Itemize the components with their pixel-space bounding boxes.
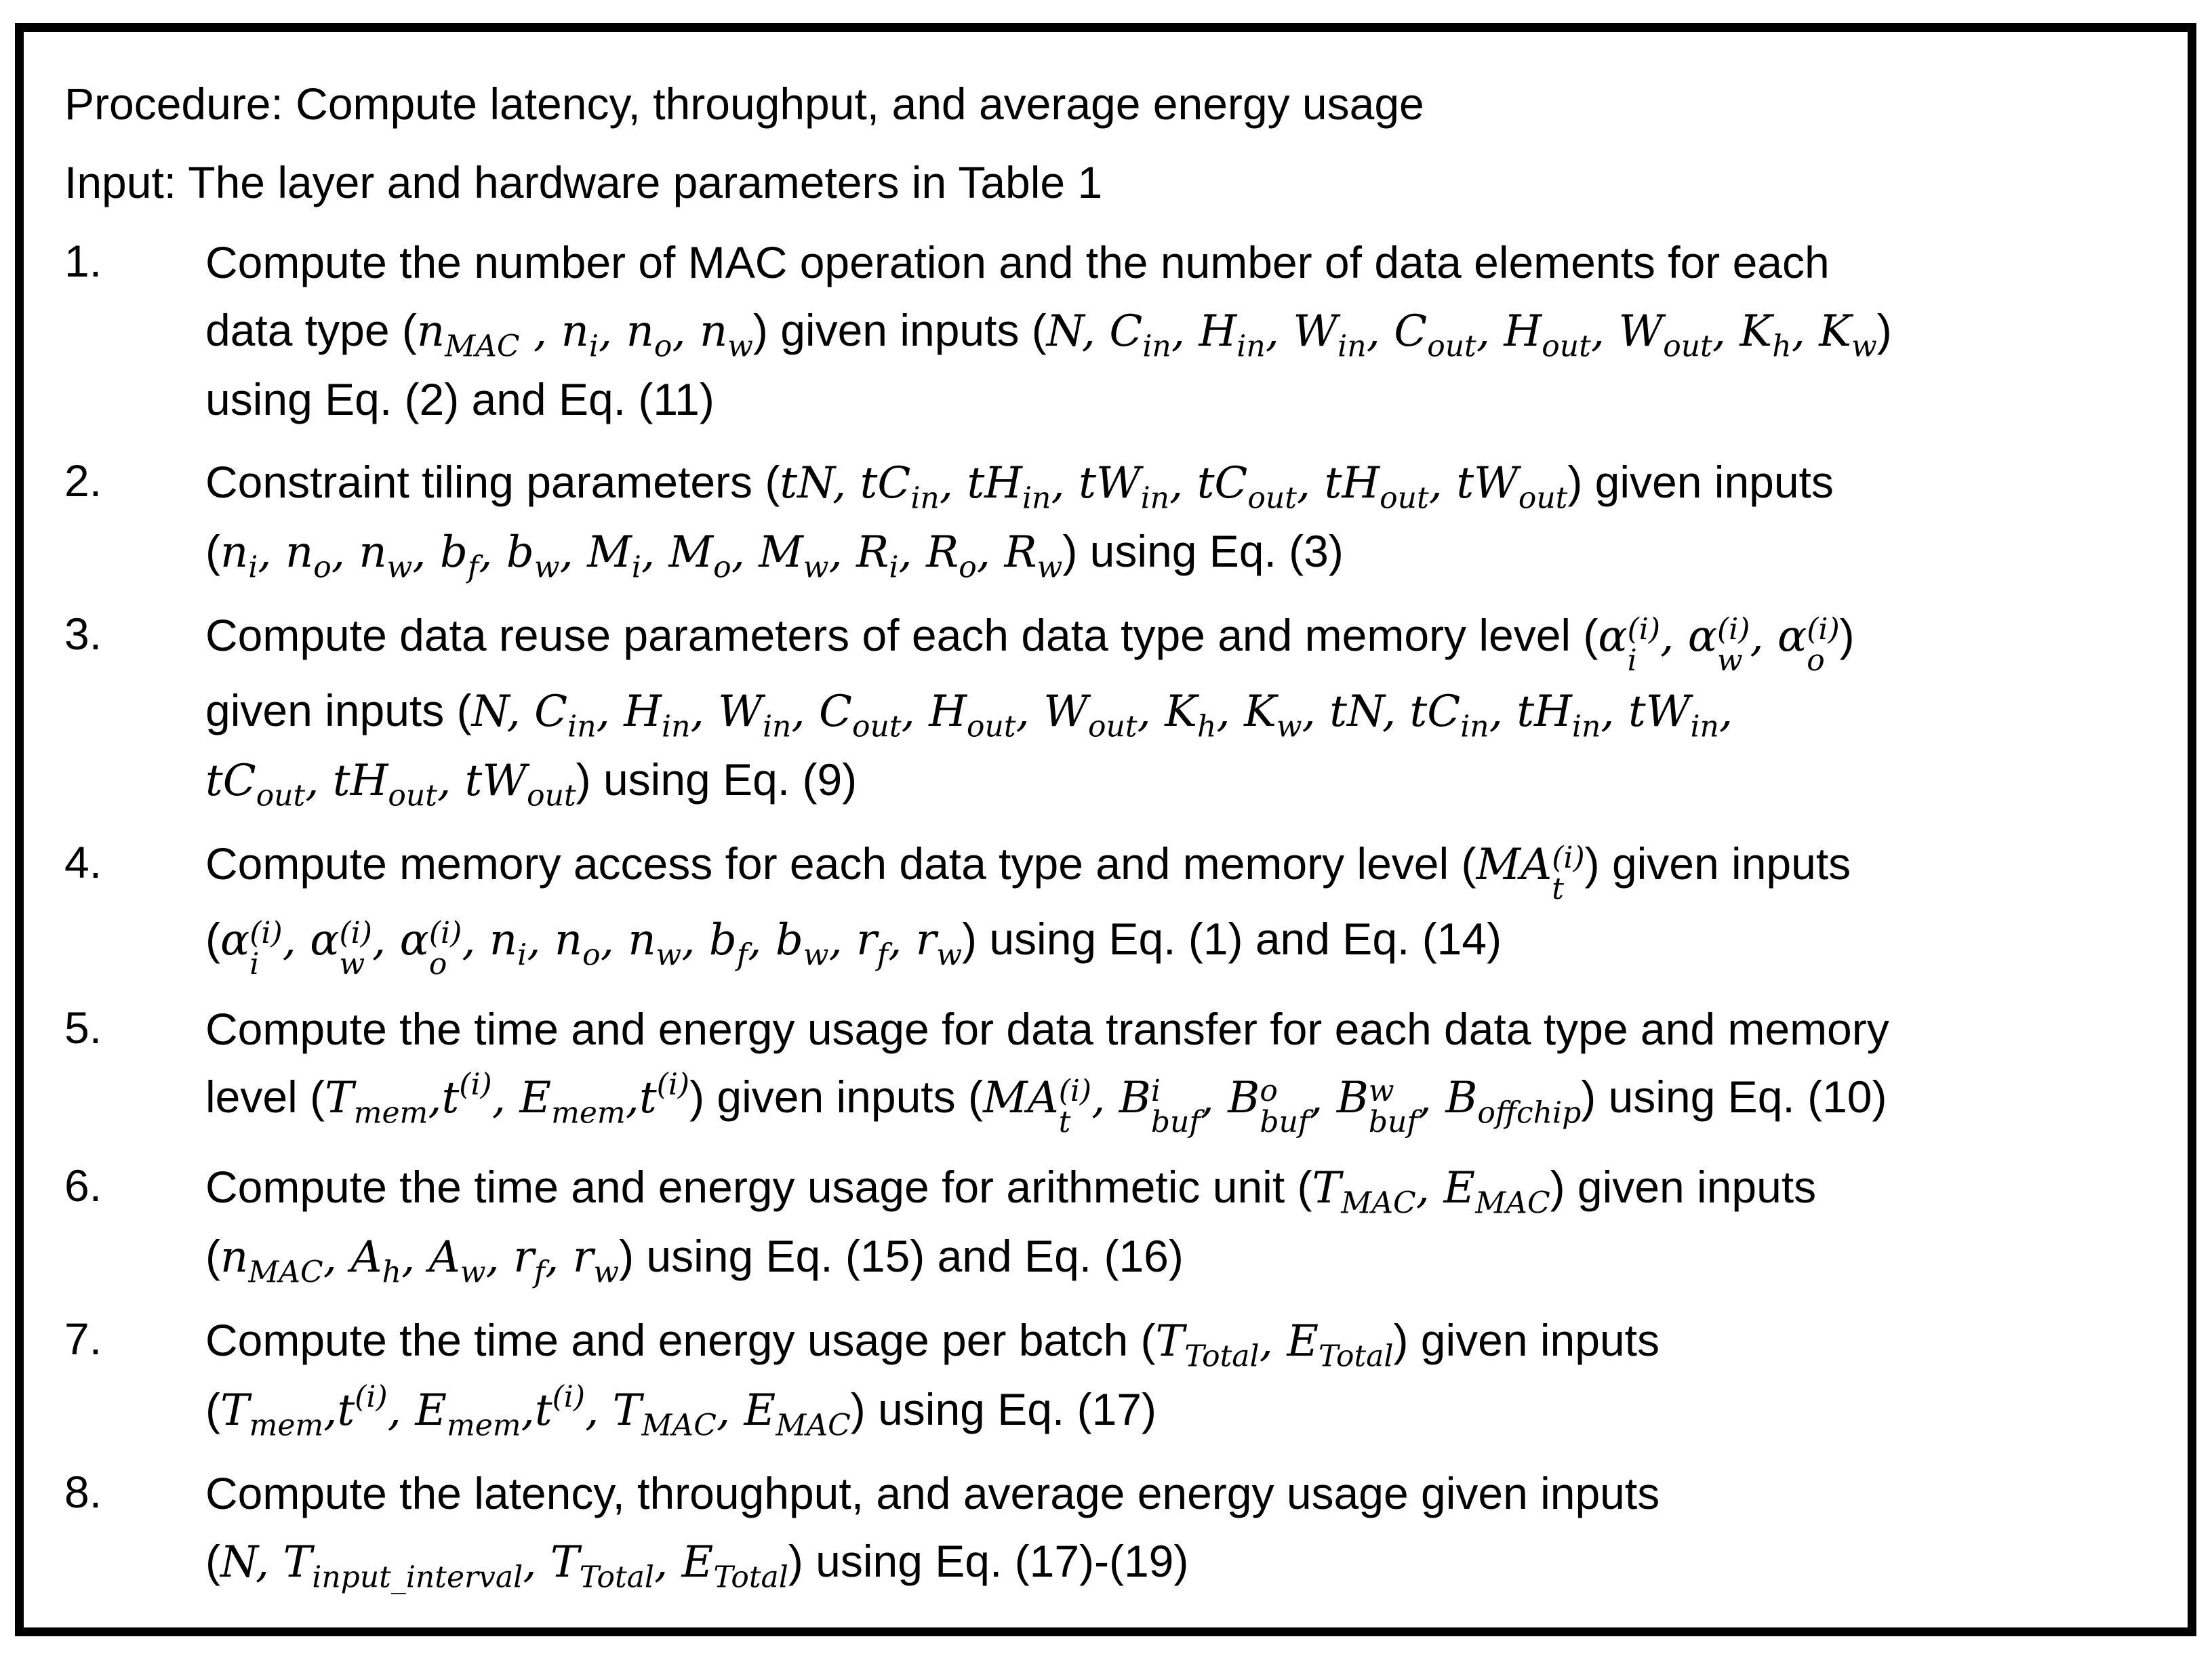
step-6 <box>64 1153 2160 1291</box>
procedure-box <box>15 23 2196 1636</box>
step-line: Compute the time and energy usage per batch ($T_{Total}$, $E_{Total}$) given inputs <box>205 1314 1660 1374</box>
step-line: Compute the time and energy usage for arithmetic unit ($T_{MAC}$, $E_{MAC}$) given inputs <box>205 1161 1817 1221</box>
procedure-content <box>64 71 2160 1596</box>
step-number: 2. <box>64 456 102 506</box>
step-line: Compute the latency, throughput, and average energy usage given inputs <box>205 1467 1660 1518</box>
step-3 <box>64 601 2160 815</box>
step-7 <box>64 1306 2160 1444</box>
step-number: 8. <box>64 1466 102 1517</box>
step-line: Compute the time and energy usage for data transfer for each data type and memory <box>205 1003 1889 1054</box>
procedure-title: Procedure: Compute latency, throughput, and average energy usage <box>64 79 1424 129</box>
step-line: (N, $T_{input\_interval}$, $T_{Total}$, $E_{Total}$) using Eq. (17)-(19) <box>205 1535 1189 1595</box>
step-number: 5. <box>64 1002 102 1053</box>
procedure-input: Input: The layer and hardware parameters in Table 1 <box>64 157 1103 207</box>
step-line: $tC_{out}$, $tH_{out}$, $tW_{out}$) using Eq. (9) <box>205 754 858 813</box>
step-line: Compute data reuse parameters of each data type and memory level (α (i) i , α (i) w , α (i) o ) <box>205 610 1855 678</box>
step-number: 3. <box>64 609 102 659</box>
step-1 <box>64 228 2160 433</box>
step-line: (α (i) i , α (i) w , α (i) o , $n_i$, $n_o$, $n_w$, $b_f$, $b_w$, $r_f$, $r_w$) using Eq. (1) and Eq. (14) <box>205 913 1502 981</box>
step-line: ($n_i$, $n_o$, $n_w$, $b_f$, $b_w$, $M_i$, $M_o$, $M_w$, $R_i$, $R_o$, $R_w$) using Eq. (3) <box>205 526 1344 585</box>
step-line: given inputs (N, $C_{in}$, $H_{in}$, $W_{in}$, $C_{out}$, $H_{out}$, $W_{out}$, $K_h$, $K_w$, tN, $tC_{in}$, $tH_{in}$, $tW_{in}$, <box>205 685 1733 744</box>
step-line: using Eq. (2) and Eq. (11) <box>205 374 715 424</box>
step-5 <box>64 995 2160 1138</box>
step-number: 1. <box>64 236 102 286</box>
step-line: level ($T_{mem},t^{(i)}$, $E_{mem},t^{(i)}$) given inputs (MA (i) t , B i buf , B o buf , B w buf , $B_{offchip}$) using Eq. (10) <box>205 1067 1887 1139</box>
step-line: ($n_{MAC}$, $A_h$, $A_w$, $r_f$, $r_w$) using Eq. (15) and Eq. (16) <box>205 1230 1184 1290</box>
step-number: 6. <box>64 1160 102 1211</box>
step-line: Constraint tiling parameters (tN, $tC_{in}$, $tH_{in}$, $tW_{in}$, $tC_{out}$, $tH_{out}$, $tW_{out}$) given inputs <box>205 457 1834 516</box>
step-line: Compute the number of MAC operation and the number of data elements for each <box>205 237 1830 287</box>
step-number: 4. <box>64 836 102 887</box>
step-line: Compute memory access for each data type and memory level (MA (i) t ) given inputs <box>205 838 1851 906</box>
step-8 <box>64 1459 2160 1596</box>
step-2 <box>64 448 2160 586</box>
step-number: 7. <box>64 1313 102 1364</box>
step-line: ($T_{mem},t^{(i)}$, $E_{mem},t^{(i)}$, $T_{MAC}$, $E_{MAC}$) using Eq. (17) <box>205 1379 1157 1443</box>
step-line: data type ($n_{MAC}$ , $n_i$, $n_o$, $n_w$) given inputs (N, $C_{in}$, $H_{in}$, $W_{in}$, $C_{out}$, $H_{out}$, $W_{out}$, $K_h$, $K_w$) <box>205 305 1892 364</box>
step-4 <box>64 830 2160 980</box>
